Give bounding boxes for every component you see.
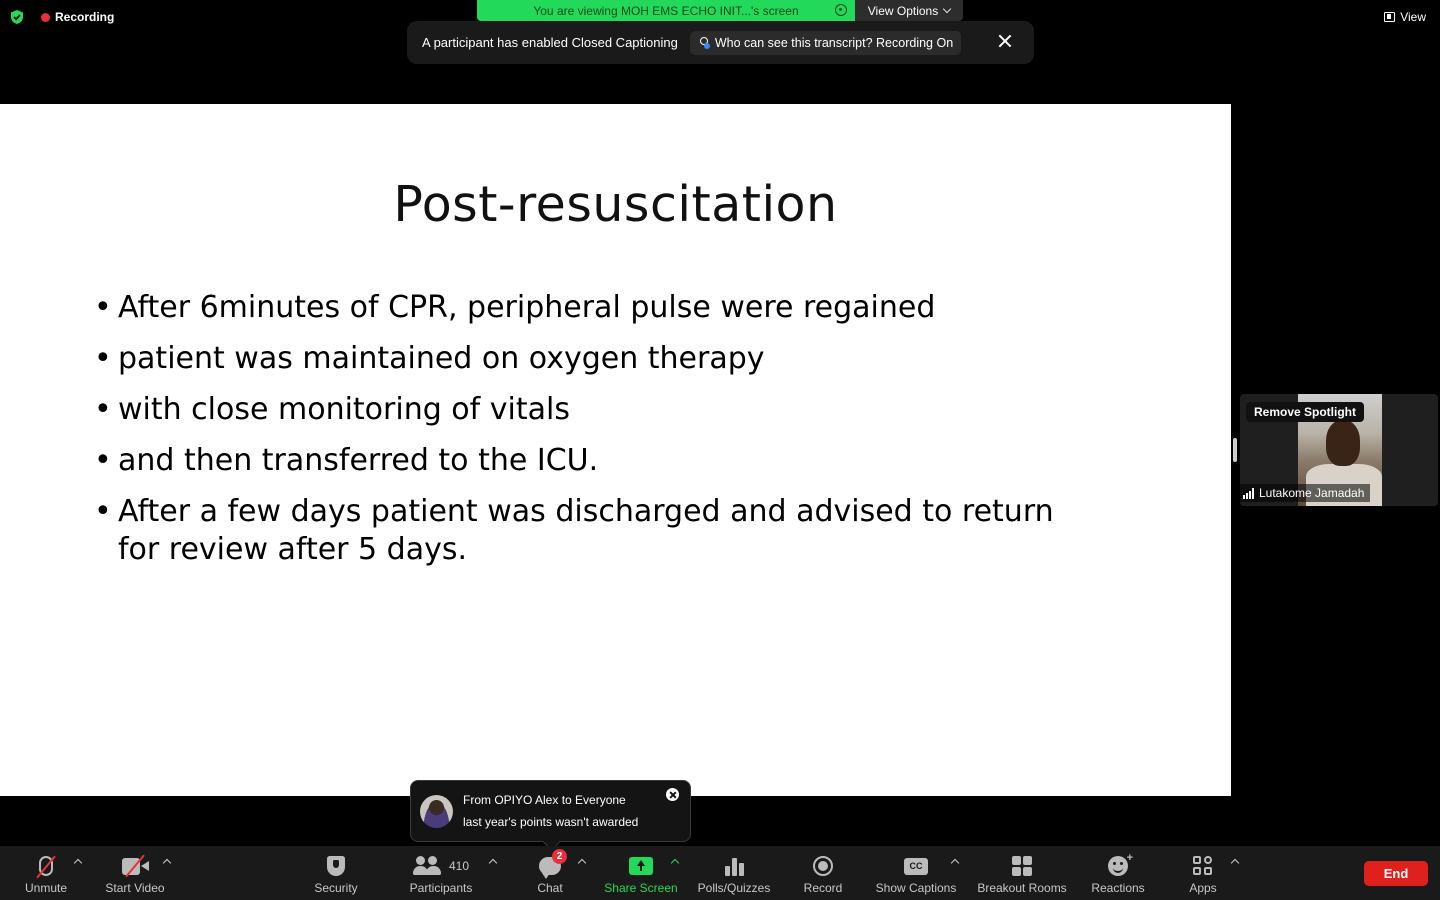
slide-title: Post-resuscitation [393, 176, 838, 233]
participants-options-chevron-icon[interactable] [489, 859, 497, 867]
participants-count: 410 [448, 859, 470, 873]
record-icon [813, 856, 833, 876]
view-options-button[interactable] [855, 0, 963, 21]
breakout-rooms-label: Breakout Rooms [977, 881, 1067, 895]
closed-captions-icon: CC [904, 858, 928, 875]
slide-bullet: • After 6minutes of CPR, peripheral pulse were regained [94, 289, 1094, 327]
start-video-label: Start Video [105, 881, 165, 895]
record-label: Record [803, 881, 843, 895]
audio-options-chevron-icon[interactable] [74, 859, 82, 867]
recording-indicator[interactable] [41, 10, 114, 24]
user-info-icon [698, 37, 710, 49]
transcript-visibility-button[interactable] [690, 31, 961, 55]
apps-icon [1193, 856, 1213, 876]
breakout-rooms-button[interactable] [975, 846, 1069, 900]
chat-button[interactable] [530, 846, 570, 900]
end-meeting-button[interactable]: End [1364, 861, 1428, 886]
chat-toast-message: last year's points wasn't awarded [463, 815, 639, 829]
slide-bullet: • patient was maintained on oxygen therapy [94, 340, 1094, 378]
panel-resize-handle[interactable] [1233, 438, 1237, 462]
apps-label: Apps [1189, 881, 1217, 895]
record-button[interactable] [800, 846, 846, 900]
view-layout-icon [1384, 12, 1395, 22]
chevron-down-icon [943, 5, 951, 13]
avatar [420, 795, 453, 828]
security-button[interactable] [311, 846, 361, 900]
recording-label: Recording [55, 10, 115, 24]
security-shield-icon [327, 856, 345, 876]
viewing-screen-text: You are viewing MOH EMS ECHO INIT...'s screen [533, 3, 799, 18]
remove-spotlight-button[interactable]: Remove Spotlight [1246, 402, 1364, 422]
chat-options-chevron-icon[interactable] [578, 859, 586, 867]
close-icon[interactable] [998, 34, 1012, 48]
recording-dot-icon [41, 13, 50, 22]
close-icon[interactable] [666, 788, 679, 801]
show-captions-button[interactable] [872, 846, 960, 900]
slide-bullet-list [94, 289, 1094, 582]
unmute-button[interactable] [23, 846, 69, 900]
chat-message-toast[interactable] [410, 780, 691, 842]
apps-button[interactable] [1185, 846, 1221, 900]
participant-face [1326, 420, 1360, 466]
microphone-muted-icon [39, 856, 53, 876]
smiley-face-icon: + [1108, 856, 1128, 876]
slide-bullet: • After a few days patient was discharged and advised to return for review after 5 days. [94, 493, 1094, 569]
encryption-shield-icon[interactable] [9, 9, 25, 25]
participant-name: Lutakome Jamadah [1259, 486, 1365, 500]
signal-strength-icon [1243, 488, 1254, 499]
bar-chart-icon [724, 856, 744, 876]
chat-label: Chat [537, 881, 563, 895]
show-captions-label: Show Captions [875, 881, 957, 895]
share-screen-button[interactable] [602, 846, 680, 900]
shared-slide [0, 104, 1231, 796]
view-options-label: View Options [867, 3, 939, 18]
security-label: Security [314, 881, 358, 895]
viewing-screen-label [477, 0, 855, 21]
chat-unread-badge: 2 [552, 849, 567, 864]
start-video-button[interactable] [102, 846, 168, 900]
reactions-label: Reactions [1091, 881, 1145, 895]
participant-video-tile[interactable] [1240, 394, 1438, 506]
screen-share-banner [477, 0, 963, 21]
view-label: View [1400, 10, 1426, 24]
chat-toast-sender: From OPIYO Alex to Everyone [463, 793, 626, 807]
share-status-icon [835, 4, 847, 16]
share-screen-arrow-icon [629, 857, 653, 875]
view-button[interactable] [1384, 10, 1426, 24]
meeting-toolbar [0, 846, 1440, 900]
apps-options-chevron-icon[interactable] [1231, 859, 1239, 867]
participant-name-tag [1240, 484, 1370, 502]
transcript-visibility-label: Who can see this transcript? Recording On [714, 35, 954, 50]
share-screen-label: Share Screen [604, 881, 678, 895]
captions-notification [407, 21, 1034, 64]
polls-quizzes-button[interactable] [695, 846, 773, 900]
participants-icon [413, 856, 441, 876]
slide-bullet: • and then transferred to the ICU. [94, 442, 1094, 480]
reactions-button[interactable] [1088, 846, 1148, 900]
slide-bullet: • with close monitoring of vitals [94, 391, 1094, 429]
unmute-label: Unmute [24, 881, 68, 895]
polls-quizzes-label: Polls/Quizzes [697, 881, 771, 895]
video-camera-off-icon [122, 858, 148, 875]
participants-label: Participants [409, 881, 473, 895]
participants-button[interactable] [405, 846, 477, 900]
captions-notice-text: A participant has enabled Closed Captioning [422, 35, 678, 50]
breakout-rooms-grid-icon [1012, 856, 1032, 876]
